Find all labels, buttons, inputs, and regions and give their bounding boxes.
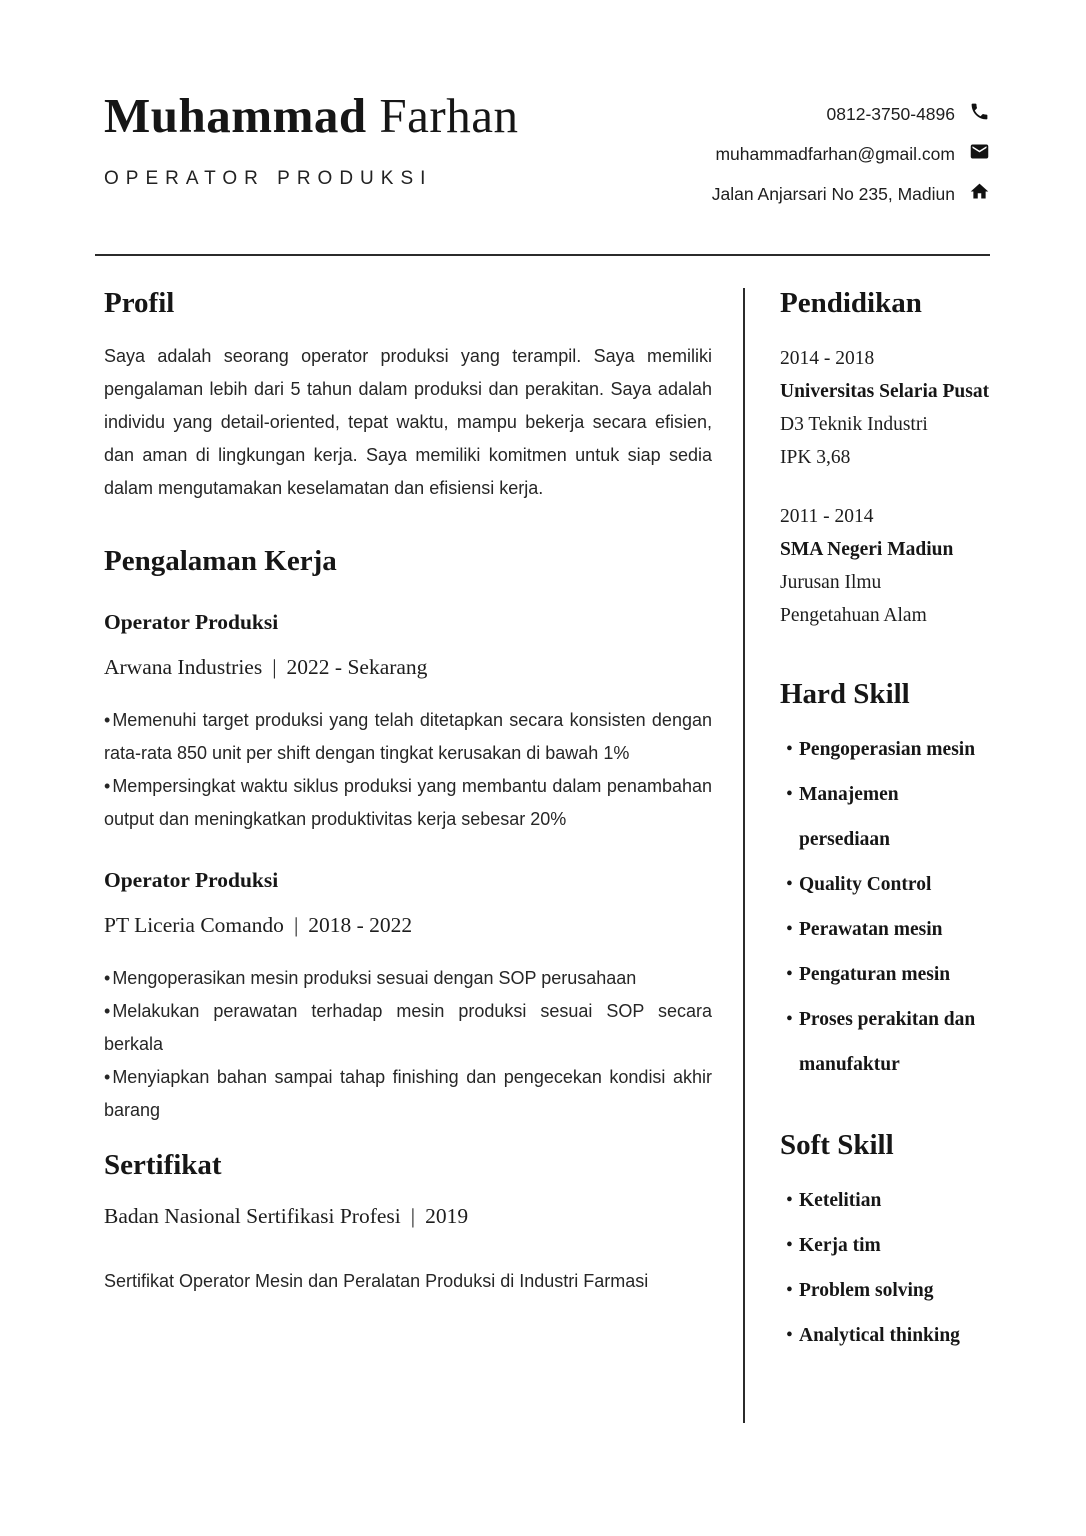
soft-skill-item: • Ketelitian xyxy=(780,1178,990,1223)
phone-number: 0812-3750-4896 xyxy=(826,103,955,124)
job-meta-2 xyxy=(104,913,712,938)
job-bullet: • Menyiapkan bahan sampai tahap finishing dan pengecekan kondisi akhir barang xyxy=(104,1061,712,1127)
hard-skill-item: • Perawatan mesin xyxy=(780,907,990,952)
education-major-cont: Pengetahuan Alam xyxy=(780,605,927,626)
education-school: SMA Negeri Madiun xyxy=(780,539,954,560)
profile-summary: Saya adalah seorang operator produksi yang terampil. Saya memiliki pengalaman lebih dari 5 tahun dalam produksi dan perakitan. Saya adalah individu yang detail-oriented, tepat waktu, mampu bekerja secara efisien, dan aman di lingkungan kerja. Saya memiliki komitmen untuk siap sedia dalam mengutamakan keselamatan dan efisiensi kerja. xyxy=(104,346,712,498)
job-bullet: • Memenuhi target produksi yang telah ditetapkan secara konsisten dengan rata-rata 850 unit per shift dengan tingkat kerusakan di bawah 1% xyxy=(104,704,712,770)
education-period: 2014 - 2018 xyxy=(780,348,875,369)
certificate-description: Sertifikat Operator Mesin dan Peralatan Produksi di Industri Farmasi xyxy=(104,1271,649,1291)
company-name: Arwana Industries xyxy=(104,655,263,679)
hard-skill-item: • Pengaturan mesin xyxy=(780,952,990,997)
job-title-1: Operator Produksi xyxy=(104,610,279,634)
section-heading-hard-skill: Hard Skill xyxy=(780,678,910,710)
contact-address xyxy=(712,174,990,214)
hard-skill-item: • Proses perakitan dan manufaktur xyxy=(780,997,990,1087)
job-entry xyxy=(104,610,712,836)
contact-email xyxy=(712,134,990,174)
job-bullets-2 xyxy=(104,962,712,1127)
resume-header xyxy=(0,0,1086,214)
certificate-meta xyxy=(104,1204,712,1229)
job-title: OPERATOR PRODUKSI xyxy=(104,168,433,190)
section-heading-certificate: Sertifikat xyxy=(104,1149,222,1181)
job-bullet: • Mengoperasikan mesin produksi sesuai dengan SOP perusahaan xyxy=(104,962,712,995)
address-text: Jalan Anjarsari No 235, Madiun xyxy=(711,183,955,204)
hard-skill-item: • Manajemen persediaan xyxy=(780,772,990,862)
email-address: muhammadfarhan@gmail.com xyxy=(715,143,955,164)
job-period: 2022 - Sekarang xyxy=(286,655,428,679)
soft-skill-list xyxy=(780,1178,990,1358)
job-bullets-1 xyxy=(104,704,712,836)
identity-block xyxy=(104,88,518,190)
education-school: Universitas Selaria Pusat xyxy=(780,381,990,402)
section-heading-soft-skill: Soft Skill xyxy=(780,1129,894,1161)
education-period: 2011 - 2014 xyxy=(780,506,874,527)
contact-phone xyxy=(712,94,990,134)
job-title-2: Operator Produksi xyxy=(104,868,279,892)
job-entry xyxy=(104,868,712,1127)
education-entry xyxy=(780,342,990,474)
hard-skill-list xyxy=(780,727,990,1087)
phone-icon xyxy=(969,101,990,127)
education-gpa: IPK 3,68 xyxy=(780,447,851,468)
section-heading-experience: Pengalaman Kerja xyxy=(104,545,337,577)
education-entry xyxy=(780,500,990,632)
section-heading-education: Pendidikan xyxy=(780,287,922,319)
person-name xyxy=(104,88,518,144)
main-column xyxy=(104,256,712,1423)
hard-skill-item: • Quality Control xyxy=(780,862,990,907)
soft-skill-item: • Analytical thinking xyxy=(780,1313,990,1358)
job-meta-1 xyxy=(104,655,712,680)
hard-skill-item: • Pengoperasian mesin xyxy=(780,727,990,772)
job-bullet: • Mempersingkat waktu siklus produksi yang membantu dalam penambahan output dan meningkatkan produktivitas kerja sebesar 20% xyxy=(104,770,712,836)
last-name: Farhan xyxy=(366,88,519,143)
contact-block xyxy=(712,94,990,214)
separator: | xyxy=(410,1204,416,1228)
mail-icon xyxy=(969,141,990,167)
separator: | xyxy=(293,913,299,937)
education-major: Jurusan Ilmu xyxy=(780,572,882,593)
section-heading-profil: Profil xyxy=(104,287,175,319)
separator: | xyxy=(272,655,277,679)
job-period: 2018 - 2022 xyxy=(308,913,413,937)
first-name: Muhammad xyxy=(104,88,367,143)
company-name: PT Liceria Comando xyxy=(104,913,284,937)
certificate-year: 2019 xyxy=(425,1204,469,1228)
sidebar-column xyxy=(745,256,990,1423)
job-bullet: • Melakukan perawatan terhadap mesin produksi sesuai SOP secara berkala xyxy=(104,995,712,1061)
resume-body xyxy=(0,256,1086,1423)
home-icon xyxy=(969,181,990,207)
education-degree: D3 Teknik Industri xyxy=(780,414,928,435)
certificate-issuer: Badan Nasional Sertifikasi Profesi xyxy=(104,1204,401,1228)
soft-skill-item: • Kerja tim xyxy=(780,1223,990,1268)
soft-skill-item: • Problem solving xyxy=(780,1268,990,1313)
